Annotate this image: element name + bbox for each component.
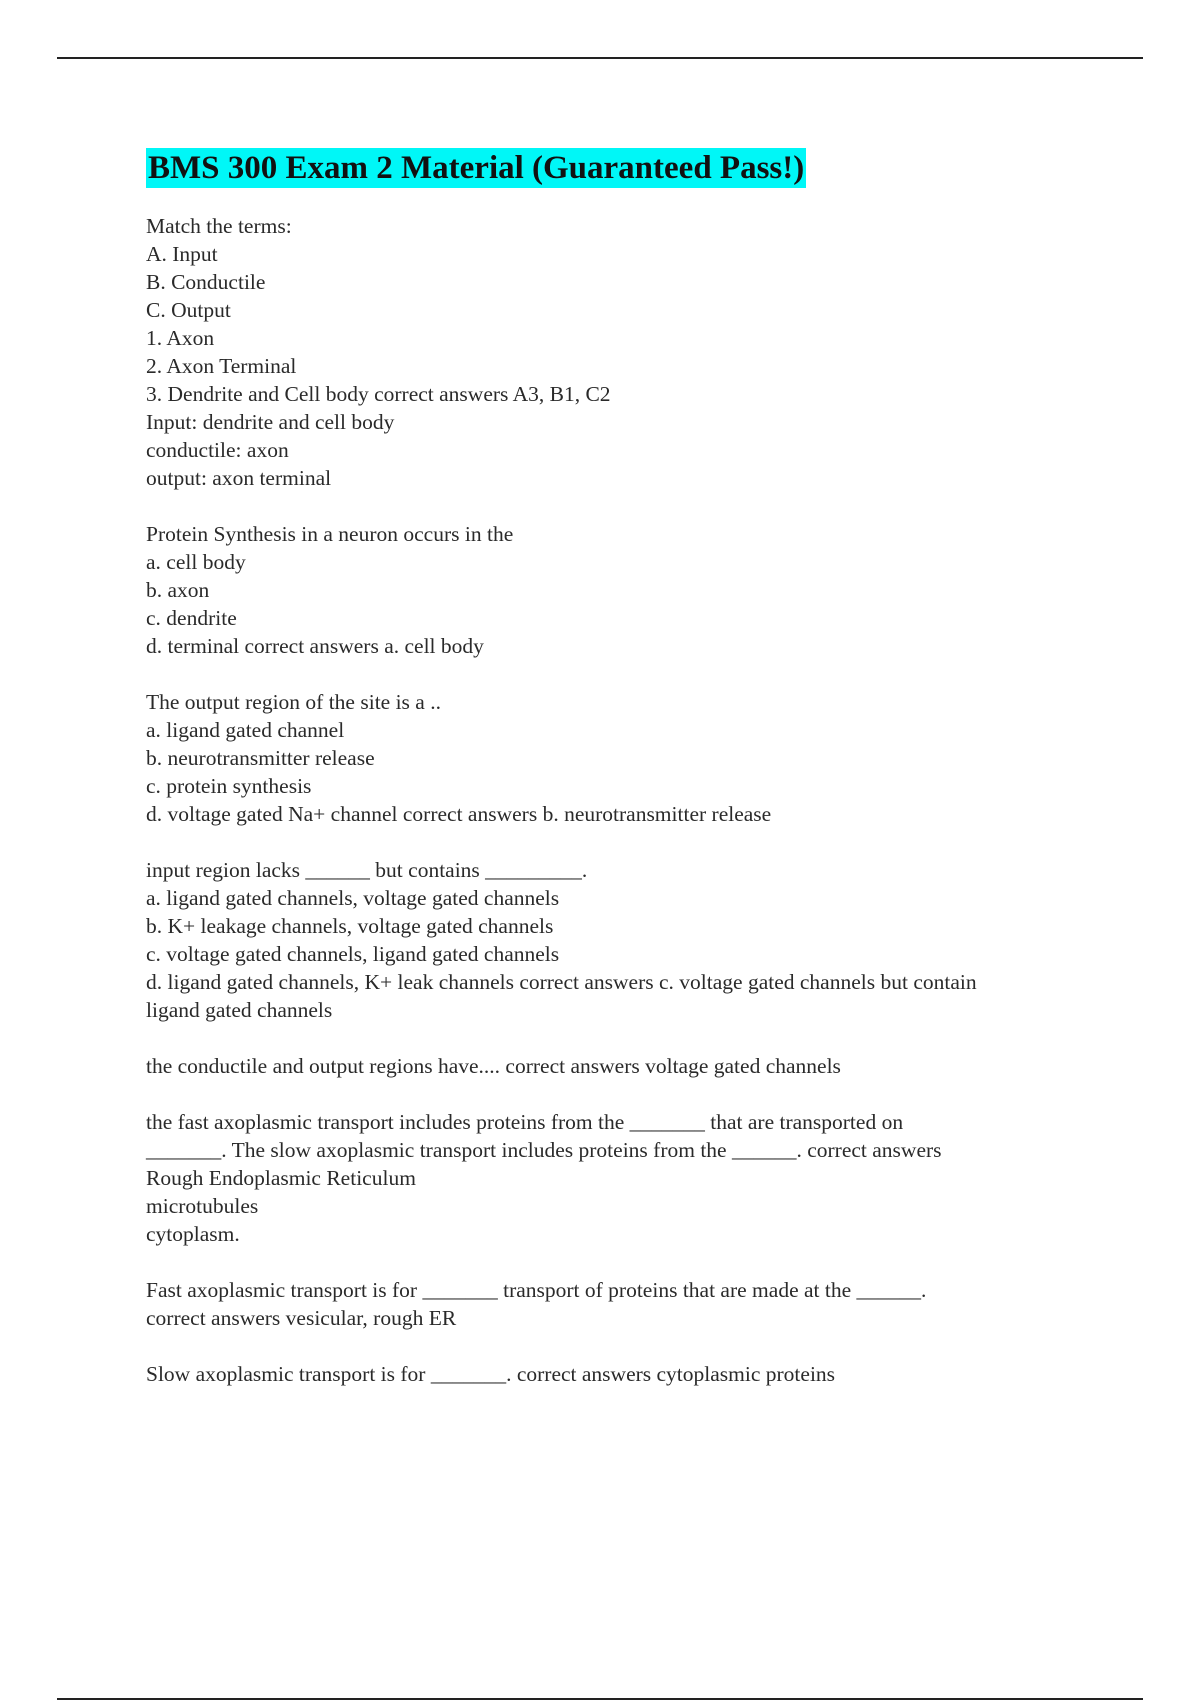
question-line: Slow axoplasmic transport is for _______. correct answers cytoplasmic proteins [146, 1362, 836, 1386]
question-line: d. ligand gated channels, K+ leak channels correct answers c. voltage gated channels but contain [146, 970, 977, 994]
question-line: d. terminal correct answers a. cell body [146, 634, 484, 658]
question-7 [146, 1276, 1086, 1332]
question-line: B. Conductile [146, 270, 266, 294]
question-line: Match the terms: [146, 214, 292, 238]
question-line: a. ligand gated channel [146, 718, 345, 742]
question-line: 1. Axon [146, 326, 215, 350]
question-line: the fast axoplasmic transport includes proteins from the _______ that are transported on [146, 1110, 904, 1134]
question-2 [146, 520, 1086, 660]
question-line: b. K+ leakage channels, voltage gated channels [146, 914, 554, 938]
question-line: c. voltage gated channels, ligand gated channels [146, 942, 560, 966]
document-page [146, 148, 1086, 1416]
question-line: The output region of the site is a .. [146, 690, 441, 714]
question-line: output: axon terminal [146, 466, 332, 490]
question-line: c. protein synthesis [146, 774, 312, 798]
question-line: conductile: axon [146, 438, 289, 462]
question-line: c. dendrite [146, 606, 237, 630]
question-line: Rough Endoplasmic Reticulum [146, 1166, 416, 1190]
question-1 [146, 212, 1086, 492]
question-line: microtubules [146, 1194, 259, 1218]
question-line: Protein Synthesis in a neuron occurs in the [146, 522, 514, 546]
question-4 [146, 856, 1086, 1024]
question-line: cytoplasm. [146, 1222, 240, 1246]
question-line: C. Output [146, 298, 231, 322]
question-3 [146, 688, 1086, 828]
question-6 [146, 1108, 1086, 1248]
document-title: BMS 300 Exam 2 Material (Guaranteed Pass!) [148, 150, 805, 186]
question-line: _______. The slow axoplasmic transport includes proteins from the ______. correct answers [146, 1138, 942, 1162]
question-line: ligand gated channels [146, 998, 333, 1022]
question-line: A. Input [146, 242, 218, 266]
question-line: a. ligand gated channels, voltage gated channels [146, 886, 560, 910]
question-line: input region lacks ______ but contains _________. [146, 858, 588, 882]
question-8 [146, 1360, 1086, 1388]
question-line: 2. Axon Terminal [146, 354, 297, 378]
question-line: d. voltage gated Na+ channel correct answers b. neurotransmitter release [146, 802, 772, 826]
question-line: Fast axoplasmic transport is for _______ transport of proteins that are made at the ______. [146, 1278, 927, 1302]
question-line: b. axon [146, 578, 210, 602]
document-content [146, 212, 1086, 1388]
question-5 [146, 1052, 1086, 1080]
question-line: 3. Dendrite and Cell body correct answers A3, B1, C2 [146, 382, 611, 406]
question-line: Input: dendrite and cell body [146, 410, 395, 434]
question-line: the conductile and output regions have.... correct answers voltage gated channels [146, 1054, 841, 1078]
question-line: correct answers vesicular, rough ER [146, 1306, 457, 1330]
question-line: a. cell body [146, 550, 246, 574]
header-rule [57, 57, 1143, 59]
question-line: b. neurotransmitter release [146, 746, 375, 770]
